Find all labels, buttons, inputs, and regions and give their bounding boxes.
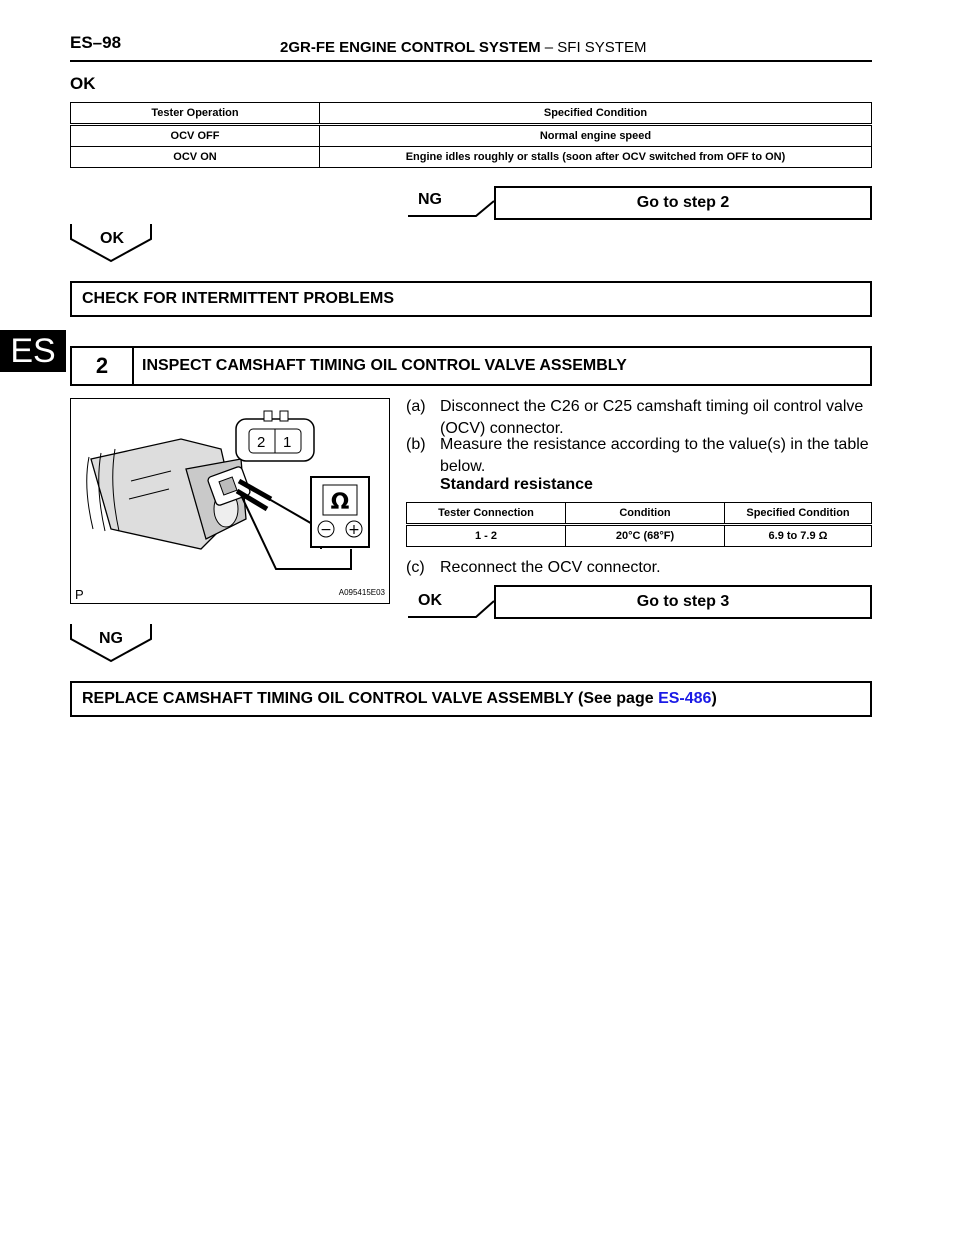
table-row <box>407 525 872 547</box>
standard-resistance-label: Standard resistance <box>440 476 593 493</box>
resistance-table <box>406 502 872 547</box>
instruction-c <box>406 557 876 579</box>
step-number: 2 <box>72 348 134 384</box>
plus-symbol: + <box>348 522 360 538</box>
table-header: Tester Connection <box>407 503 566 525</box>
table-row <box>71 147 872 168</box>
table-cell: 1 - 2 <box>407 525 566 547</box>
table-header: Condition <box>566 503 725 525</box>
pin-label-1: 1 <box>283 434 292 451</box>
replace-text: REPLACE CAMSHAFT TIMING OIL CONTROL VALVE ASSEMBLY (See page <box>82 690 659 707</box>
title-rest: – SFI SYSTEM <box>540 39 647 56</box>
table-header: Specified Condition <box>320 103 872 125</box>
instruction-text: Measure the resistance according to the value(s) in the table below. <box>440 436 869 475</box>
ohm-symbol: Ω <box>330 490 350 515</box>
title-bold: 2GR-FE ENGINE CONTROL SYSTEM <box>280 39 541 56</box>
tester-operation-table <box>70 102 872 168</box>
table-cell: 6.9 to 7.9 Ω <box>725 525 872 547</box>
pin-label-2: 2 <box>257 434 266 451</box>
ocv-diagram <box>71 399 389 603</box>
header-divider <box>70 60 872 62</box>
table-cell: 20°C (68°F) <box>566 525 725 547</box>
table-row <box>71 125 872 147</box>
go-to-step-2-link[interactable]: Go to step 2 <box>494 186 872 220</box>
go-to-step-3-link[interactable]: Go to step 3 <box>494 585 872 619</box>
replace-ocv-box <box>70 681 872 717</box>
intermittent-problems-box: CHECK FOR INTERMITTENT PROBLEMS <box>70 281 872 317</box>
ng-label: NG <box>418 191 442 208</box>
minus-symbol: − <box>320 522 332 538</box>
instruction-text: Disconnect the C26 or C25 camshaft timing oil control valve (OCV) connector. <box>440 398 864 437</box>
instruction-b <box>406 434 876 478</box>
table-cell: OCV OFF <box>71 125 320 147</box>
figure-corner-mark: P <box>75 587 84 602</box>
ocv-figure <box>70 398 390 604</box>
instruction-text: Reconnect the OCV connector. <box>440 559 661 576</box>
ok-tag-label: OK <box>100 230 124 247</box>
instruction-index: (b) <box>406 436 426 453</box>
section-tab[interactable]: ES <box>0 330 66 372</box>
table-header: Specified Condition <box>725 503 872 525</box>
page-number: ES–98 <box>70 33 122 52</box>
replace-close: ) <box>711 690 717 707</box>
step-title: INSPECT CAMSHAFT TIMING OIL CONTROL VALVE ASSEMBLY <box>142 357 627 374</box>
connector-face-icon <box>236 411 314 461</box>
table-cell: Engine idles roughly or stalls (soon after OCV switched from OFF to ON) <box>320 147 872 168</box>
instruction-index: (a) <box>406 398 426 415</box>
table-cell: Normal engine speed <box>320 125 872 147</box>
figure-code: A095415E03 <box>338 588 385 597</box>
result-heading: OK <box>70 74 96 93</box>
ng-tag-label: NG <box>99 630 123 647</box>
ok-label: OK <box>418 592 442 609</box>
page-link[interactable]: ES-486 <box>658 690 712 707</box>
step-2-header <box>70 346 872 386</box>
page-title <box>280 39 646 56</box>
table-cell: OCV ON <box>71 147 320 168</box>
instruction-index: (c) <box>406 559 425 576</box>
table-header: Tester Operation <box>71 103 320 125</box>
